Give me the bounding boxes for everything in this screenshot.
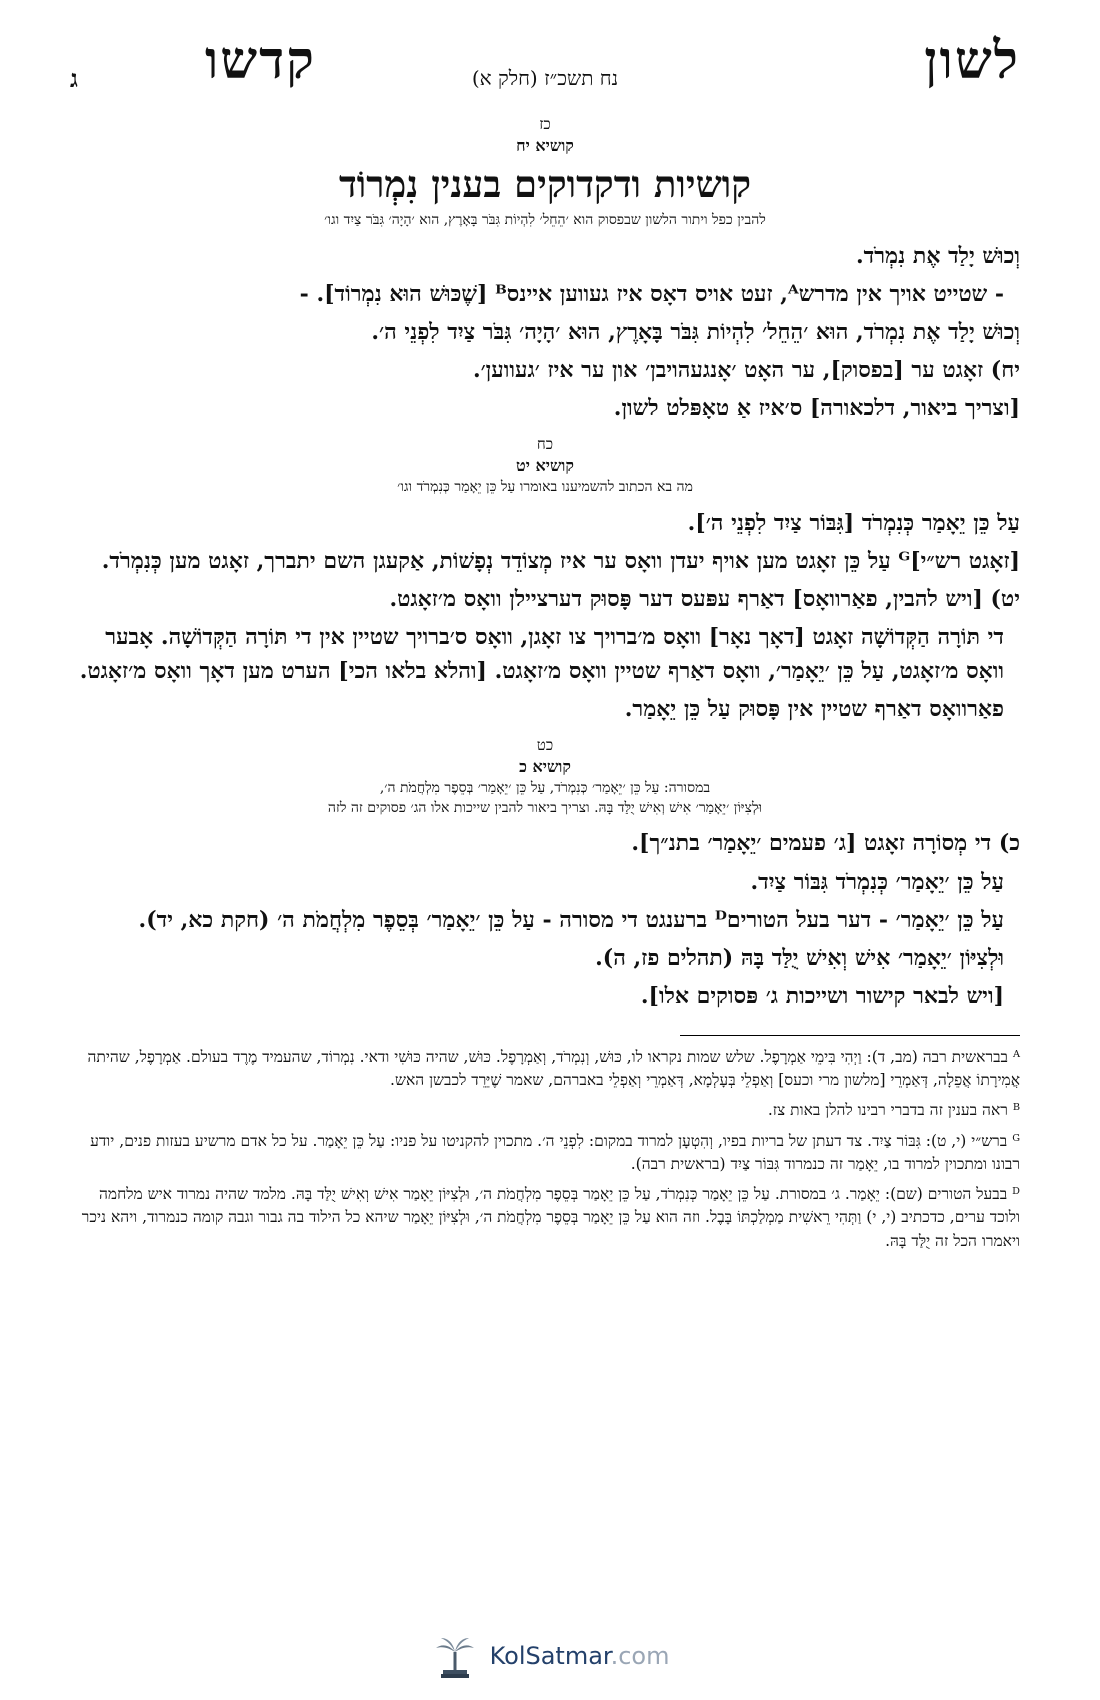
body-line: פאַרוואָס דאַרף שטיין אין פָּסוּק עַל כֵּן יֵאָמַר. xyxy=(624,696,1004,723)
body-line: די תּוֹרָה הַקְּדוֹשָׁה זאָגט [דאָך נאָר] וואָס מ׳ברויך צו זאָגן, וואָס ס׳ברויך שטיין אין די תּוֹרָה הַקְּדוֹשָׁה. אָבער וואָס מ׳זאָגט, עַל כֵּן ׳יֵאָמַר׳, וואָס דאַרף שטיין וואָס מ׳זאָגט. [והלא בלאו הכי] הערט מען דאָך וואָס מ׳זאָגט. xyxy=(79,623,1004,685)
body-line: יח) זאָגט ער [בפסוק], ער האָט ׳אָנגעהויבן׳ און ער איז ׳געווען׳. xyxy=(472,356,1020,383)
body-line: [זאָגט רש״י]ᴳ עַל כֵּן זאָגט מען אויף יעדן וואָס ער איז מְצוֹדֵד נְפָשׁוֹת, אַקעגן השם יתברך, זאָגט מען כְּנִמְרֹד. xyxy=(101,547,1020,574)
footnotes xyxy=(70,1046,1020,1253)
section-kind: קושיא יט xyxy=(516,456,574,476)
footnote: ᴰ בבעל הטורים (שם): יֵאָמַר. ג׳ במסורת. עַל כֵּן יֵאָמַר כְּנִמְרֹד, עַל כֵּן יֵאָמַר בְּסֵפֶר מִלְחֲמֹת ה׳, וּלְצִיּוֹן יֵאָמַר אִישׁ וְאִישׁ יֻלַּד בָּהּ. מלמד שהיה נמרוד איש מלחמה ולוכד ערים, כדכתיב (י, י) וַתְּהִי רֵאשִׁית מַמְלַכְתּוֹ בָּבֶל. וזה הוא עַל כֵּן יֵאָמַר בְּסֵפֶר מִלְחֲמֹת ה׳, וּלְצִיּוֹן יֵאָמַר שיהא כל הילוד בה גבור וגבה קומה כנמרוד, ויהא ניכר ויאמרו הכל זה יֻלַּד בָּהּ. xyxy=(81,1185,1020,1250)
subtitle-line: במסורה: עַל כֵּן ׳יֵאָמַר׳ כְּנִמְרֹד, עַל כֵּן ׳יֵאָמַר׳ בְּסֵפֶר מִלְחֲמֹת ה׳, xyxy=(379,780,711,797)
footnote: ᴳ ברש״י (י, ט): גִּבּוֹר צַיִד. צד דעתן של בריות בפיו, וְהִטְעָן למרוד במקום: לִפְנֵי ה׳. מתכוין להקניטו על פניו: עַל כֵּן יֵאָמַר. על כל אדם מרשיע בעזות פנים, יודע רבונו ומתכוין למרוד בו, יֵאָמַר זה כנמרוד גִּבּוֹר צַיִד (בראשית רבה). xyxy=(90,1131,1020,1173)
body-line: - שטייט אויך אין מדרשᴬ, זעט אויס דאָס איז געווען איינסᴮ [שֶׁכּוּשׁ הוּא נִמְרוֹד]. - xyxy=(299,280,1004,307)
header-subtitle: נח תשכ״ז (חלק א) xyxy=(471,66,619,90)
body-line: וְכוּשׁ יָלַד אֶת נִמְרֹד. xyxy=(856,242,1020,269)
section-29 xyxy=(70,736,1020,1013)
footnote: ᴬ בבראשית רבה (מב, ד): וַיְהִי בִּימֵי אַמְרָפֶל. שלש שמות נקראו לו, כּוּשׁ, וְנִמְרֹד, וְאַמְרָפֶל. כּוּשׁ, שהיה כּוּשִׁי ודאי. נִמְרוֹד, שהעמיד מֶרֶד בעולם. אַמְרָפֶל, שהיתה אֲמִירָתוֹ אֲפֵלָה, דְּאַמְרֵי [מלשון מרי וכעס] וְאַפְלֵי בְּעָלְמָא, דְּאַמְרֵי וְאַפְלֵי באברהם, שאמר שֶׁיֵּרֵד לכבשן האש. xyxy=(87,1047,1020,1090)
body-line: וְכוּשׁ יָלַד אֶת נִמְרֹד, הוּא ׳הֵחֵל׳ לִהְיוֹת גִּבֹּר בָּאָרֶץ, הוּא ׳הָיָה׳ גִּבֹּר צַיִד לִפְנֵי ה׳. xyxy=(371,318,1020,345)
section-number: כט xyxy=(536,736,554,755)
brand-name xyxy=(490,1642,670,1670)
page-number: ג xyxy=(70,64,78,93)
header-title-right: לשון xyxy=(924,30,1020,91)
section-subtitle: להבין כפל ויתור הלשון שבפסוק הוא ׳הֵחֵל׳ לִהְיוֹת גִּבֹּר בָּאָרֶץ, הוא ׳הָיָה׳ גִּבֹּר צַיִד וגו׳ xyxy=(324,212,766,228)
body-line: [ויש לבאר קישור ושייכות ג׳ פּסוקים אלו]. xyxy=(640,982,1004,1009)
body-line: עַל כֵּן ׳יֵאָמַר׳ - דער בעל הטוריםᴰ ברענגט די מסורה - עַל כֵּן ׳יֵאָמַר׳ בְּסֵפֶר מִלְחֲמֹת ה׳ (חקת כא, יד). xyxy=(138,906,1004,933)
palm-tree-books-icon xyxy=(431,1632,479,1680)
body-line: יט) [ויש להבין, פאַרוואָס] דאַרף עפּעס דער פָּסוּק דערציילן וואָס מ׳זאָגט. xyxy=(389,585,1020,612)
section-28 xyxy=(70,435,1020,726)
brand-main: KolSatmar xyxy=(489,1642,611,1670)
section-subtitle: מה בא הכתוב להשמיענו באומרו עַל כֵּן יֵאָמַר כְּנִמְרֹד וגו׳ xyxy=(397,479,693,496)
subtitle-line: וּלְצִיּוֹן ׳יֵאָמַר׳ אִישׁ וְאִישׁ יֻלַּד בָּהּ. וצריך ביאור להבין שייכות אלו הג׳ פסוקים זה לזה xyxy=(327,799,763,816)
section-number: כח xyxy=(536,435,554,454)
page-header xyxy=(70,30,1020,105)
body-line: עַל כֵּן יֵאָמַר כְּנִמְרֹד [גִּבּוֹר צַיִד לִפְנֵי ה׳]. xyxy=(687,509,1020,536)
body-line: כ) די מְסוֹרָה זאָגט [ג׳ פעמים ׳יֵאָמַר׳ בתנ״ך]. xyxy=(631,830,1020,857)
footnote-divider xyxy=(680,1035,1020,1036)
header-title-left: קדשו xyxy=(205,30,316,91)
section-title: קושיות ודקדוקים בענין נִמְרוֹד xyxy=(338,162,752,206)
site-watermark xyxy=(0,1632,1100,1680)
section-kind: קושיא כ xyxy=(519,757,571,777)
section-kind: קושיא יח xyxy=(516,136,574,155)
section-number: כז xyxy=(539,115,551,133)
brand-ext: .com xyxy=(610,1642,670,1670)
section-subtitle xyxy=(70,779,1020,818)
section-27 xyxy=(70,115,1020,425)
body-line: עַל כֵּן ׳יֵאָמַר׳ כְּנִמְרֹד גִּבּוֹר צַיִד. xyxy=(750,868,1004,895)
body-line: [וצריך ביאור, דלכאורה] ס׳איז אַ טאָפּלט לשון. xyxy=(613,394,1020,421)
footnote: ᴮ ראה בענין זה בדברי רבינו להלן באות צז. xyxy=(767,1101,1020,1120)
body-line: וּלְצִיּוֹן ׳יֵאָמַר׳ אִישׁ וְאִישׁ יֻלַּד בָּהּ (תהלים פז, ה). xyxy=(595,944,1004,971)
